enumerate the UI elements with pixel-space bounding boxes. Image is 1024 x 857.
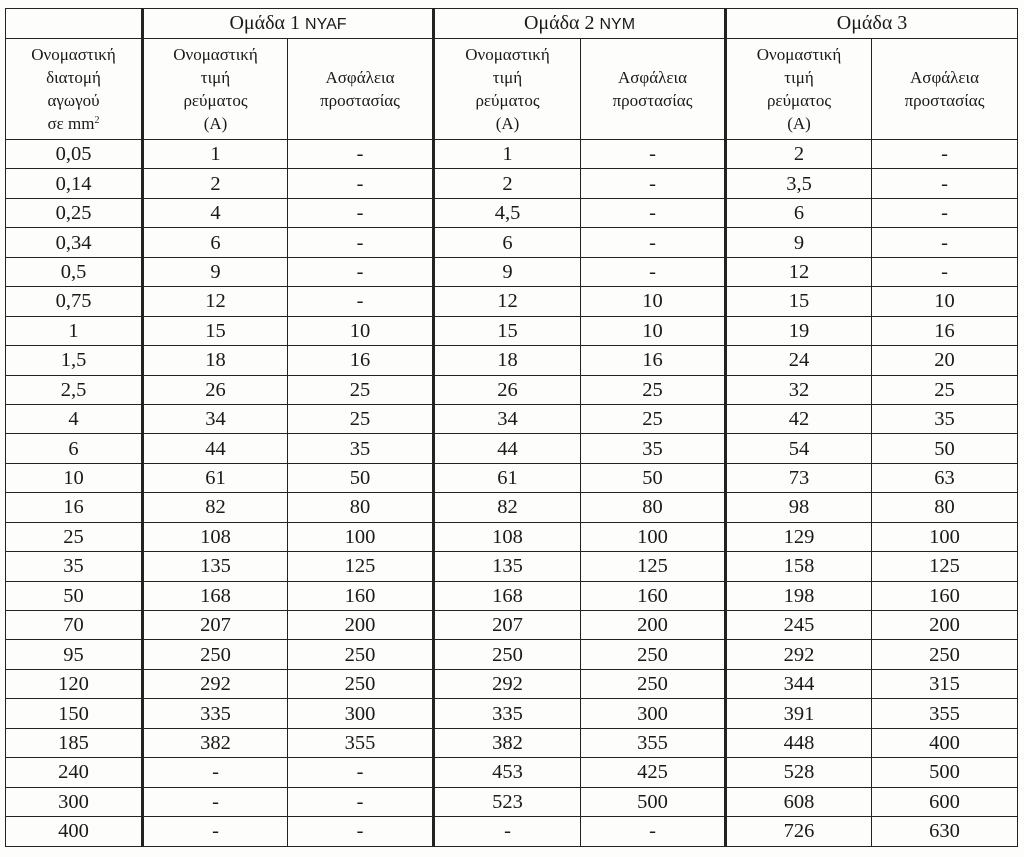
g1-fuse-cell: - [288,817,434,846]
g3-fuse-cell: - [872,169,1018,198]
g3-current-cell: 54 [726,434,872,463]
g2-current-cell: 12 [434,287,581,316]
table-row [6,611,1018,640]
g1-fuse-cell: 160 [288,581,434,610]
cross-section-cell: 0,75 [6,287,143,316]
g2-fuse-cell: 25 [581,375,726,404]
g2-fuse-cell: 16 [581,346,726,375]
table-row [6,493,1018,522]
g1-current-cell: 292 [143,669,288,698]
cross-section-cell: 0,14 [6,169,143,198]
g1-fuse-cell: 300 [288,699,434,728]
g2-fuse-cell: 80 [581,493,726,522]
g1-fuse-cell: - [288,287,434,316]
g2-fuse-cell: 425 [581,758,726,787]
table-row [6,758,1018,787]
g3-fuse-cell: 600 [872,787,1018,816]
group-1-fuse-header: Ασφάλεια προστασίας [288,39,434,140]
g2-current-cell: 168 [434,581,581,610]
cross-section-cell: 10 [6,463,143,492]
g1-current-cell: 335 [143,699,288,728]
table-body [6,140,1018,847]
g2-current-cell: - [434,817,581,846]
g3-fuse-cell: 160 [872,581,1018,610]
g2-current-cell: 250 [434,640,581,669]
cable-rating-table [5,8,1018,847]
g2-fuse-cell: - [581,140,726,169]
g2-fuse-cell: 500 [581,787,726,816]
cross-section-cell: 400 [6,817,143,846]
table-row [6,640,1018,669]
g3-fuse-cell: - [872,228,1018,257]
table-row [6,522,1018,551]
g2-current-cell: 44 [434,434,581,463]
group-2-suffix: NYM [599,16,636,33]
g3-fuse-cell: - [872,257,1018,286]
g3-fuse-cell: 50 [872,434,1018,463]
g3-fuse-cell: 10 [872,287,1018,316]
g2-current-cell: 1 [434,140,581,169]
g2-current-cell: 34 [434,404,581,433]
g3-fuse-cell: - [872,140,1018,169]
table-row [6,463,1018,492]
g2-fuse-cell: 250 [581,669,726,698]
g1-fuse-cell: 25 [288,375,434,404]
table-row [6,228,1018,257]
g1-current-cell: 44 [143,434,288,463]
g2-current-cell: 335 [434,699,581,728]
cross-section-cell: 2,5 [6,375,143,404]
table-row [6,198,1018,227]
g3-current-cell: 726 [726,817,872,846]
g2-current-cell: 6 [434,228,581,257]
g1-fuse-cell: 16 [288,346,434,375]
table-row [6,434,1018,463]
g2-current-cell: 4,5 [434,198,581,227]
g3-current-cell: 3,5 [726,169,872,198]
g3-fuse-cell: 125 [872,552,1018,581]
g2-current-cell: 26 [434,375,581,404]
g1-fuse-cell: 50 [288,463,434,492]
g1-current-cell: - [143,787,288,816]
g1-current-cell: 61 [143,463,288,492]
g1-current-cell: 9 [143,257,288,286]
g3-current-cell: 292 [726,640,872,669]
g1-current-cell: - [143,758,288,787]
g1-fuse-cell: 100 [288,522,434,551]
g1-current-cell: 135 [143,552,288,581]
table-row [6,404,1018,433]
cross-section-cell: 1,5 [6,346,143,375]
g2-current-cell: 9 [434,257,581,286]
g2-current-cell: 61 [434,463,581,492]
g2-current-cell: 15 [434,316,581,345]
cross-section-header: Ονομαστική διατομή αγωγού σε $mm^2$ [6,39,143,140]
g3-fuse-cell: 630 [872,817,1018,846]
table-row [6,552,1018,581]
g1-fuse-cell: 355 [288,728,434,757]
g1-current-cell: 15 [143,316,288,345]
g3-fuse-cell: 400 [872,728,1018,757]
g1-fuse-cell: - [288,198,434,227]
g3-fuse-cell: 100 [872,522,1018,551]
table-row [6,316,1018,345]
cross-section-cell: 1 [6,316,143,345]
table-row [6,787,1018,816]
g2-fuse-cell: 160 [581,581,726,610]
g2-current-cell: 453 [434,758,581,787]
table-row [6,257,1018,286]
g1-fuse-cell: 80 [288,493,434,522]
cross-section-cell: 25 [6,522,143,551]
group-1-suffix: NYAF [305,16,347,33]
g3-fuse-cell: 200 [872,611,1018,640]
g1-fuse-cell: - [288,140,434,169]
column-header-row [6,39,1018,140]
table-row [6,375,1018,404]
group-2-name: Ομάδα 2 [523,12,595,34]
group-header-row [6,9,1018,39]
g1-current-cell: 382 [143,728,288,757]
g2-fuse-cell: 300 [581,699,726,728]
g1-current-cell: 2 [143,169,288,198]
g3-current-cell: 129 [726,522,872,551]
g3-fuse-cell: 315 [872,669,1018,698]
cross-section-cell: 0,5 [6,257,143,286]
g1-current-cell: 4 [143,198,288,227]
g2-current-cell: 18 [434,346,581,375]
group-3-current-header: Ονομαστική τιμή ρεύματος (A) [726,39,872,140]
g2-current-cell: 82 [434,493,581,522]
cross-section-cell: 4 [6,404,143,433]
g3-current-cell: 19 [726,316,872,345]
table-row [6,817,1018,846]
g3-current-cell: 42 [726,404,872,433]
cross-section-cell: 0,05 [6,140,143,169]
g3-fuse-cell: 500 [872,758,1018,787]
group-2-fuse-header: Ασφάλεια προστασίας [581,39,726,140]
g3-current-cell: 2 [726,140,872,169]
g1-current-cell: 18 [143,346,288,375]
g1-current-cell: 250 [143,640,288,669]
group-2-header [434,9,726,39]
table-row [6,581,1018,610]
cross-section-cell: 70 [6,611,143,640]
g1-fuse-cell: 250 [288,640,434,669]
g3-fuse-cell: 25 [872,375,1018,404]
group-3-header [726,9,1018,39]
g1-current-cell: 108 [143,522,288,551]
g2-fuse-cell: 355 [581,728,726,757]
g2-fuse-cell: 50 [581,463,726,492]
g1-current-cell: 34 [143,404,288,433]
cross-section-cell: 150 [6,699,143,728]
g3-current-cell: 15 [726,287,872,316]
g3-current-cell: 9 [726,228,872,257]
g2-current-cell: 2 [434,169,581,198]
group-2-current-header: Ονομαστική τιμή ρεύματος (A) [434,39,581,140]
g3-current-cell: 391 [726,699,872,728]
g2-fuse-cell: 10 [581,316,726,345]
g3-current-cell: 198 [726,581,872,610]
g1-fuse-cell: 25 [288,404,434,433]
g3-current-cell: 98 [726,493,872,522]
g2-fuse-cell: 35 [581,434,726,463]
g2-fuse-cell: - [581,257,726,286]
cross-section-cell: 0,25 [6,198,143,227]
g3-current-cell: 24 [726,346,872,375]
g1-current-cell: 12 [143,287,288,316]
cross-section-cell: 0,34 [6,228,143,257]
g2-fuse-cell: 25 [581,404,726,433]
g2-fuse-cell: - [581,169,726,198]
corner-cell [6,9,143,39]
group-3-name: Ομάδα 3 [836,12,908,34]
cross-section-cell: 120 [6,669,143,698]
cross-section-cell: 95 [6,640,143,669]
g1-fuse-cell: - [288,228,434,257]
g2-current-cell: 207 [434,611,581,640]
g3-current-cell: 608 [726,787,872,816]
g2-fuse-cell: 100 [581,522,726,551]
g2-fuse-cell: 250 [581,640,726,669]
g3-fuse-cell: 80 [872,493,1018,522]
g1-fuse-cell: - [288,257,434,286]
g1-fuse-cell: 200 [288,611,434,640]
g1-fuse-cell: 35 [288,434,434,463]
group-1-current-header: Ονομαστική τιμή ρεύματος (A) [143,39,288,140]
g3-fuse-cell: 20 [872,346,1018,375]
cross-section-cell: 300 [6,787,143,816]
table-row [6,287,1018,316]
g3-current-cell: 73 [726,463,872,492]
g2-current-cell: 108 [434,522,581,551]
g1-current-cell: 6 [143,228,288,257]
group-3-fuse-header: Ασφάλεια προστασίας [872,39,1018,140]
g2-current-cell: 523 [434,787,581,816]
table-row [6,140,1018,169]
g1-current-cell: 168 [143,581,288,610]
table-row [6,669,1018,698]
g2-fuse-cell: 10 [581,287,726,316]
g2-current-cell: 292 [434,669,581,698]
g2-fuse-cell: 125 [581,552,726,581]
cross-section-cell: 240 [6,758,143,787]
cross-section-cell: 185 [6,728,143,757]
table-row [6,699,1018,728]
g1-fuse-cell: - [288,169,434,198]
g3-current-cell: 448 [726,728,872,757]
g1-current-cell: 26 [143,375,288,404]
g2-current-cell: 382 [434,728,581,757]
table-row [6,169,1018,198]
g2-current-cell: 135 [434,552,581,581]
g1-current-cell: 82 [143,493,288,522]
g1-fuse-cell: - [288,758,434,787]
g3-current-cell: 245 [726,611,872,640]
cross-section-cell: 35 [6,552,143,581]
g2-fuse-cell: 200 [581,611,726,640]
g3-fuse-cell: - [872,198,1018,227]
g1-current-cell: 1 [143,140,288,169]
g1-fuse-cell: - [288,787,434,816]
g3-fuse-cell: 16 [872,316,1018,345]
g3-fuse-cell: 355 [872,699,1018,728]
g3-fuse-cell: 63 [872,463,1018,492]
g1-fuse-cell: 250 [288,669,434,698]
g2-fuse-cell: - [581,817,726,846]
g3-fuse-cell: 35 [872,404,1018,433]
g2-fuse-cell: - [581,198,726,227]
g3-current-cell: 12 [726,257,872,286]
cross-section-cell: 16 [6,493,143,522]
g3-current-cell: 158 [726,552,872,581]
cross-section-cell: 6 [6,434,143,463]
g1-current-cell: - [143,817,288,846]
g3-current-cell: 6 [726,198,872,227]
g3-current-cell: 32 [726,375,872,404]
group-1-name: Ομάδα 1 [229,12,301,34]
g3-fuse-cell: 250 [872,640,1018,669]
g3-current-cell: 528 [726,758,872,787]
group-1-header [143,9,434,39]
cross-section-cell: 50 [6,581,143,610]
g1-fuse-cell: 125 [288,552,434,581]
g1-current-cell: 207 [143,611,288,640]
g2-fuse-cell: - [581,228,726,257]
g3-current-cell: 344 [726,669,872,698]
table-row [6,728,1018,757]
g1-fuse-cell: 10 [288,316,434,345]
table-row [6,346,1018,375]
